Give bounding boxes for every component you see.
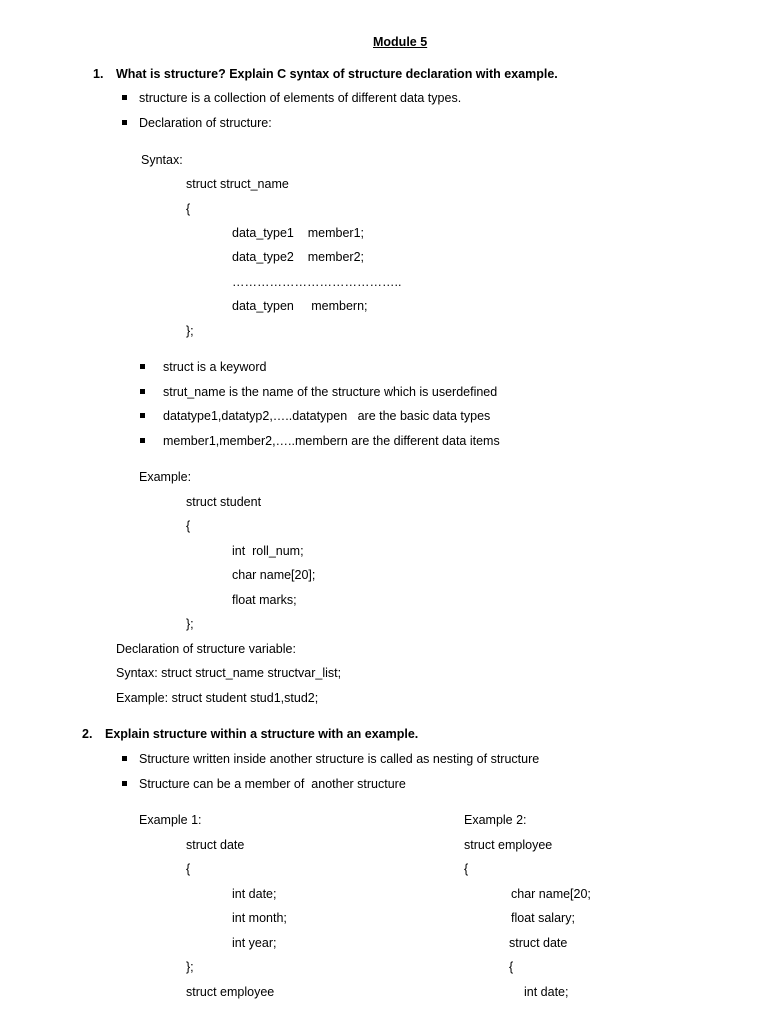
bullet-square-icon xyxy=(140,364,145,369)
example-code-line: }; xyxy=(186,617,194,631)
example1-code-line: int month; xyxy=(232,911,287,925)
example1-label: Example 1: xyxy=(139,813,202,827)
q1-note: struct is a keyword xyxy=(163,360,267,374)
q1-bullet-1: structure is a collection of elements of different data types. xyxy=(139,91,462,105)
q1-bullet-2: Declaration of structure: xyxy=(139,116,272,130)
example2-code-line: struct date xyxy=(509,936,568,950)
syntax-code-line: data_typen membern; xyxy=(232,299,368,313)
syntax-code-line: data_type1 member1; xyxy=(232,226,365,240)
example-code-line: char name[20]; xyxy=(232,568,316,582)
example-label: Example: xyxy=(139,470,192,484)
bullet-square-icon xyxy=(122,120,127,125)
bullet-square-icon xyxy=(122,95,127,100)
syntax-code-line: struct struct_name xyxy=(186,177,289,191)
page-title: Module 5 xyxy=(373,35,428,49)
q1-question: What is structure? Explain C syntax of structure declaration with example. xyxy=(116,67,558,81)
syntax-code-line: }; xyxy=(186,324,194,338)
decl-var-heading: Declaration of structure variable: xyxy=(116,642,296,656)
example1-code-line: }; xyxy=(186,960,194,974)
example2-code-line: char name[20; xyxy=(511,887,591,901)
bullet-square-icon xyxy=(140,389,145,394)
q2-bullet-1: Structure written inside another structure is called as nesting of structure xyxy=(139,752,540,766)
example-code-line: int roll_num; xyxy=(232,544,304,558)
q1-note: datatype1,datatyp2,…..datatypen are the basic data types xyxy=(163,409,491,423)
bullet-square-icon xyxy=(140,438,145,443)
example-code-line: struct student xyxy=(186,495,262,509)
example2-code-line: float salary; xyxy=(511,911,575,925)
example2-code-line: { xyxy=(464,862,469,876)
q1-note: member1,member2,…..membern are the different data items xyxy=(163,434,500,448)
q1-note: strut_name is the name of the structure which is userdefined xyxy=(163,385,498,399)
example1-code-line: { xyxy=(186,862,191,876)
example-code-line: float marks; xyxy=(232,593,297,607)
example1-code-line: struct employee xyxy=(186,985,275,999)
example2-code-line: struct employee xyxy=(464,838,553,852)
syntax-code-line: { xyxy=(186,202,191,216)
syntax-label: Syntax: xyxy=(141,153,183,167)
example2-code-line: int date; xyxy=(524,985,569,999)
example-code-line: { xyxy=(186,519,191,533)
bullet-square-icon xyxy=(122,756,127,761)
example2-label: Example 2: xyxy=(464,813,527,827)
syntax-code-line: ………………………………….. xyxy=(232,275,402,289)
decl-var-example: Example: struct student stud1,stud2; xyxy=(116,691,319,705)
decl-var-syntax: Syntax: struct struct_name structvar_list; xyxy=(116,666,342,680)
q2-bullet-2: Structure can be a member of another structure xyxy=(139,777,406,791)
bullet-square-icon xyxy=(122,781,127,786)
q2-question: Explain structure within a structure with an example. xyxy=(105,727,419,741)
q2-number: 2. xyxy=(82,727,93,741)
example1-code-line: int year; xyxy=(232,936,277,950)
bullet-square-icon xyxy=(140,413,145,418)
example2-code-line: { xyxy=(509,960,514,974)
q1-number: 1. xyxy=(93,67,104,81)
syntax-code-line: data_type2 member2; xyxy=(232,250,365,264)
example1-code-line: int date; xyxy=(232,887,277,901)
example1-code-line: struct date xyxy=(186,838,245,852)
